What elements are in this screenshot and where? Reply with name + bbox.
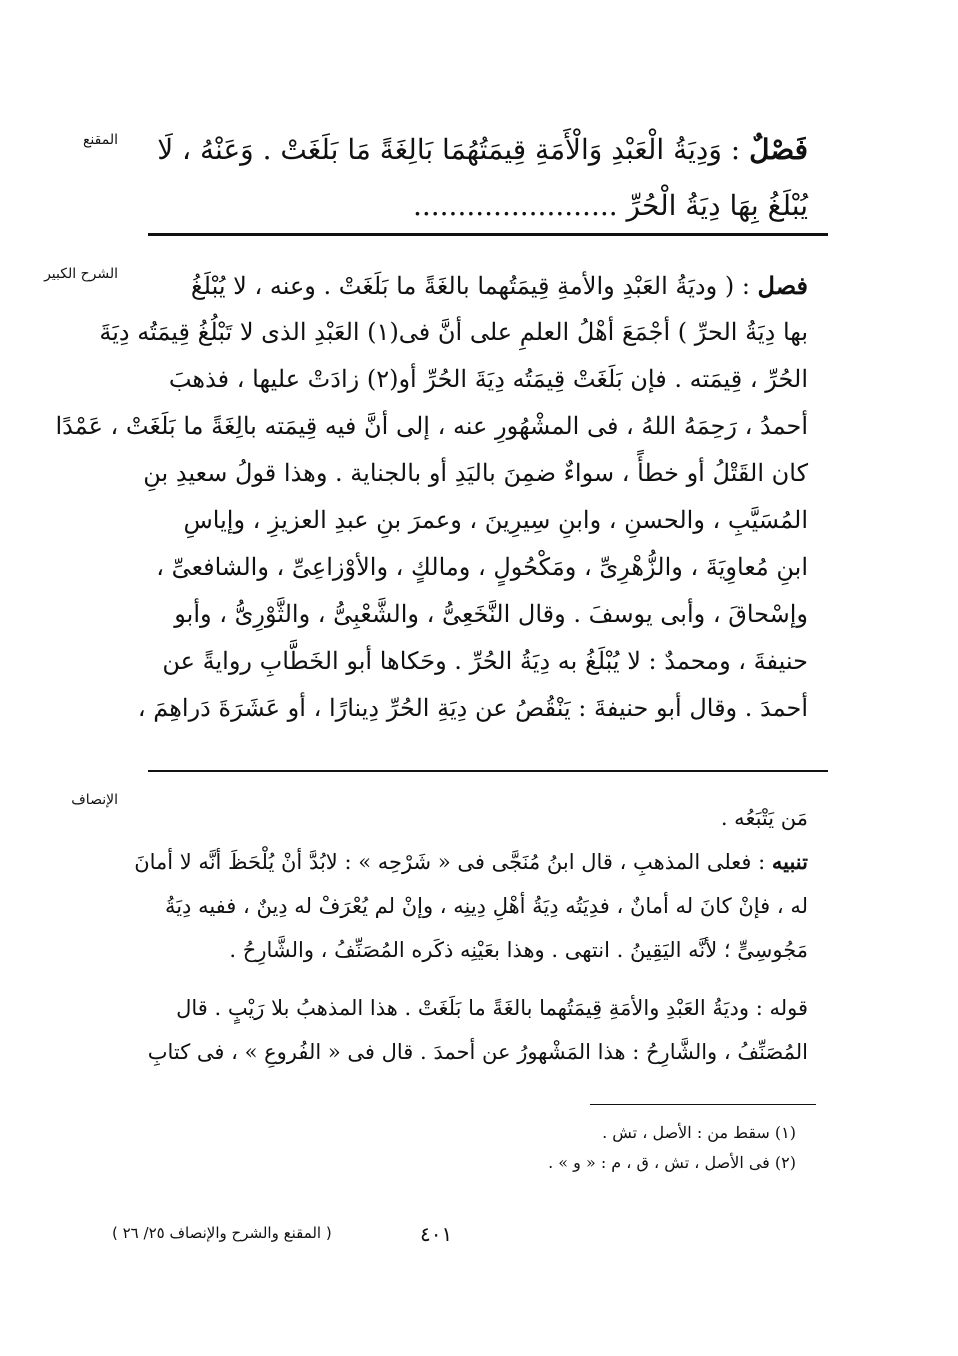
paragraph-gap: [130, 972, 808, 986]
section-divider: [148, 770, 828, 772]
insaf-line: له ، فإنْ كانَ له أمانٌ ، فدِيَتُه دِيَةُ أهْلِ دِينِه ، وإنْ لم يُعْرَفْ له دِينٌ ، ففيه دِيَةُ: [164, 894, 808, 918]
insaf-line: قوله : وديَةُ العَبْدِ والأمَةِ قِيمَتُهما بالغَةً ما بَلَغَتْ . هذا المذهبُ بلا رَيْبٍ . قال: [176, 996, 808, 1020]
sharh-line: أحمدُ ، رَحِمَهُ اللهُ ، فى المشْهُورِ عنه ، إلى أنَّ فيه قِيمَته بالِغَةً ما بَلَغَتْ ، عَمْدًا: [55, 412, 808, 440]
volume-reference: ( المقنع والشرح والإنصاف ٢٥/ ٢٦ ): [112, 1224, 332, 1242]
sharh-heading: فصل: [757, 271, 808, 300]
insaf-text: [130, 796, 808, 1074]
margin-label-muqni: المقنع: [82, 132, 118, 148]
insaf-line: مَن يَتْبَعُه .: [720, 806, 808, 830]
tanbih-heading: تنبيه: [771, 849, 808, 874]
muqni-line: يُبْلَغُ بِهَا دِيَةُ الْحُرِّ .......................: [412, 189, 808, 222]
muqni-line: فَصْلٌ : وَدِيَةُ الْعَبْدِ وَالْأَمَةِ قِيمَتُهُمَا بَالِغَةً مَا بَلَغَتْ . وَعَنْهُ ، لَا: [157, 133, 808, 166]
sharh-line: كان القَتْلُ أو خطأً ، سواءٌ ضمِنَ باليَدِ أو بالجناية . وهذا قولُ سعيدِ بنِ: [143, 459, 808, 487]
footnotes: [296, 1118, 796, 1178]
sharh-line: الحُرِّ ، قِيمَته . فإن بَلَغَتْ قِيمَتُه دِيَةَ الحُرِّ أو(٢) زادَتْ عليها ، فذهبَ: [168, 365, 808, 393]
muqni-text: [130, 122, 808, 234]
sharh-line: حنيفةَ ، ومحمدٌ : لا يُبْلَغُ به دِيَةُ الحُرِّ . وحَكاها أبو الخَطَّابِ روايةً عن: [162, 647, 808, 675]
sharh-line: فصل : ( وديَةُ العَبْدِ والأمةِ قِيمَتُهما بالغَةً ما بَلَغَتْ . وعنه ، لا يُبْلَغُ: [190, 271, 808, 300]
margin-label-insaf: الإنصاف: [71, 792, 118, 808]
footnote-divider: [590, 1104, 816, 1105]
sharh-line: أحمدَ . وقال أبو حنيفةَ : يَنْقُصُ عن دِيَةِ الحُرِّ دِينارًا ، أو عَشَرَةَ دَراهِمَ ،: [137, 694, 808, 722]
page-number: ٤٠١: [420, 1222, 453, 1246]
sharh-line: بها دِيَةُ الحرِّ ) أجْمَعَ أهْلُ العلمِ على أنَّ فى(١) العَبْدِ الذى لا تَبْلُغُ قِيمَتُه دِيَةَ: [99, 318, 808, 346]
footnote: (٢) فى الأصل ، تش ، ق ، م : « و » .: [548, 1153, 796, 1172]
sharh-line: المُسَيَّبِ ، والحسنِ ، وابنِ سِيرِينَ ، وعمرَ بنِ عبدِ العزيزِ ، وإياسِ: [183, 506, 808, 534]
sharh-line: وإسْحاقَ ، وأبى يوسفَ . وقال النَّخَعِىُّ ، والشَّعْبِىُّ ، والثَّوْرِىُّ ، وأبو: [174, 600, 808, 628]
footnote: (١) سقط من : الأصل ، تش .: [602, 1123, 796, 1142]
muqni-heading: فَصْلٌ: [749, 133, 808, 166]
margin-label-sharh: الشرح الكبير: [44, 266, 118, 282]
section-divider: [148, 233, 828, 236]
sharh-line: ابنِ مُعاوِيَةَ ، والزُّهْرِىِّ ، ومَكْحُولٍ ، ومالكٍ ، والأوْزاعِىِّ ، والشافعىِّ ،: [156, 553, 808, 581]
insaf-line: المُصَنِّفُ ، والشَّارِحُ : هذا المَشْهورُ عن أحمدَ . قال فى « الفُروعِ » ، فى كتابِ: [147, 1040, 808, 1064]
insaf-line: مَجُوسِىٍّ ؛ لأنَّه اليَقِينُ . انتهى . وهذا بعَيْنِه ذكَره المُصَنِّفُ ، والشَّارِحُ .: [229, 938, 808, 962]
insaf-line: تنبيه : فعلى المذهبِ ، قال ابنُ مُنَجَّى فى « شَرْحِه » : لابُدَّ أنْ يُلْحَظَ أنَّه لا أمانَ: [134, 849, 808, 874]
